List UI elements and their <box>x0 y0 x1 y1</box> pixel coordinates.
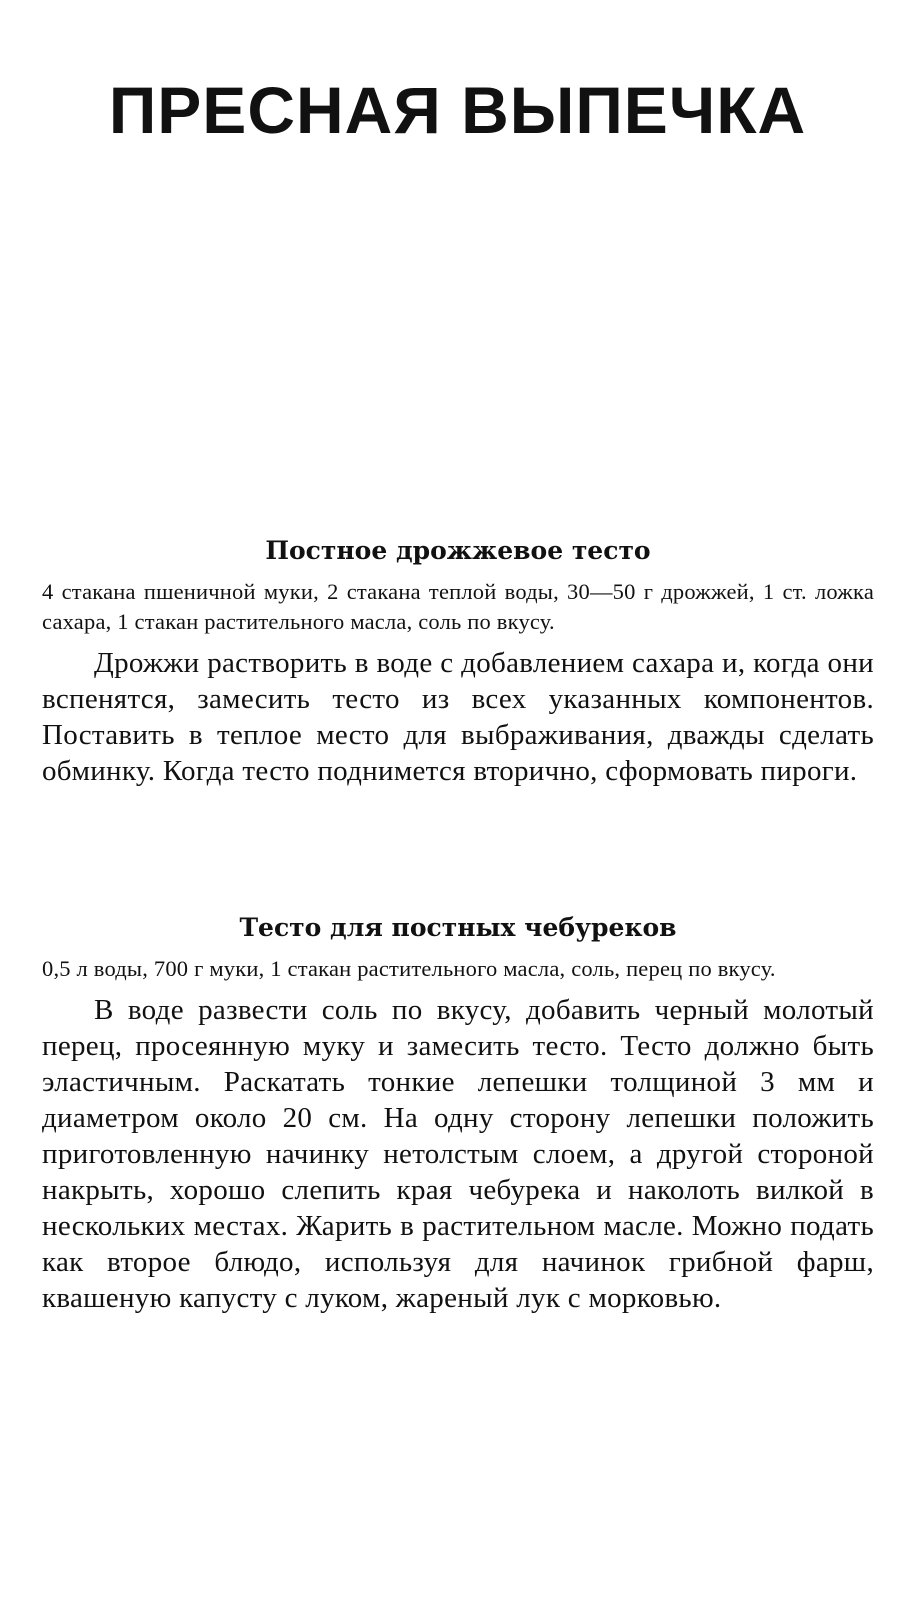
recipe-title: Постное дрожжевое тесто <box>265 536 651 565</box>
recipe-ingredients: 4 стакана пшеничной муки, 2 стакана теплой воды, 30—50 г дрожжей, 1 ст. ложка сахара, 1 стакан растительного масла, соль по вкусу. <box>42 579 874 634</box>
chapter-title: ПРЕСНАЯ ВЫПЕЧКА <box>108 73 807 147</box>
recipe-lenten-yeast-dough <box>42 533 874 789</box>
recipe-instructions: В воде развести соль по вкусу, добавить черный молотый перец, просеянную муку и замесить тесто. Тесто должно быть эластичным. Раскатать тонкие лепешки толщиной 3 мм и диаметром около 20 см. На одну сторону лепешки положить приготовленную начинку нетолстым слоем, а другой стороной накрыть, хорошо слепить края чебурека и наколоть вилкой в нескольких местах. Жарить в растительном масле. Можно подать как второе блюдо, используя для начинок грибной фарш, квашеную капусту с луком, жареный лук с морковью. <box>42 994 874 1314</box>
recipe-instructions: Дрожжи растворить в воде с добавлением сахара и, когда они вспенятся, замесить тесто из всех указанных компонентов. Поставить в теплое место для выбраживания, дважды сделать обминку. Когда тесто поднимется вторично, сформовать пироги. <box>42 647 874 787</box>
recipe-lenten-cheburek-dough <box>42 910 874 1316</box>
recipe-ingredients: 0,5 л воды, 700 г муки, 1 стакан растительного масла, соль, перец по вкусу. <box>42 956 776 981</box>
recipe-title: Тесто для постных чебуреков <box>239 913 677 942</box>
